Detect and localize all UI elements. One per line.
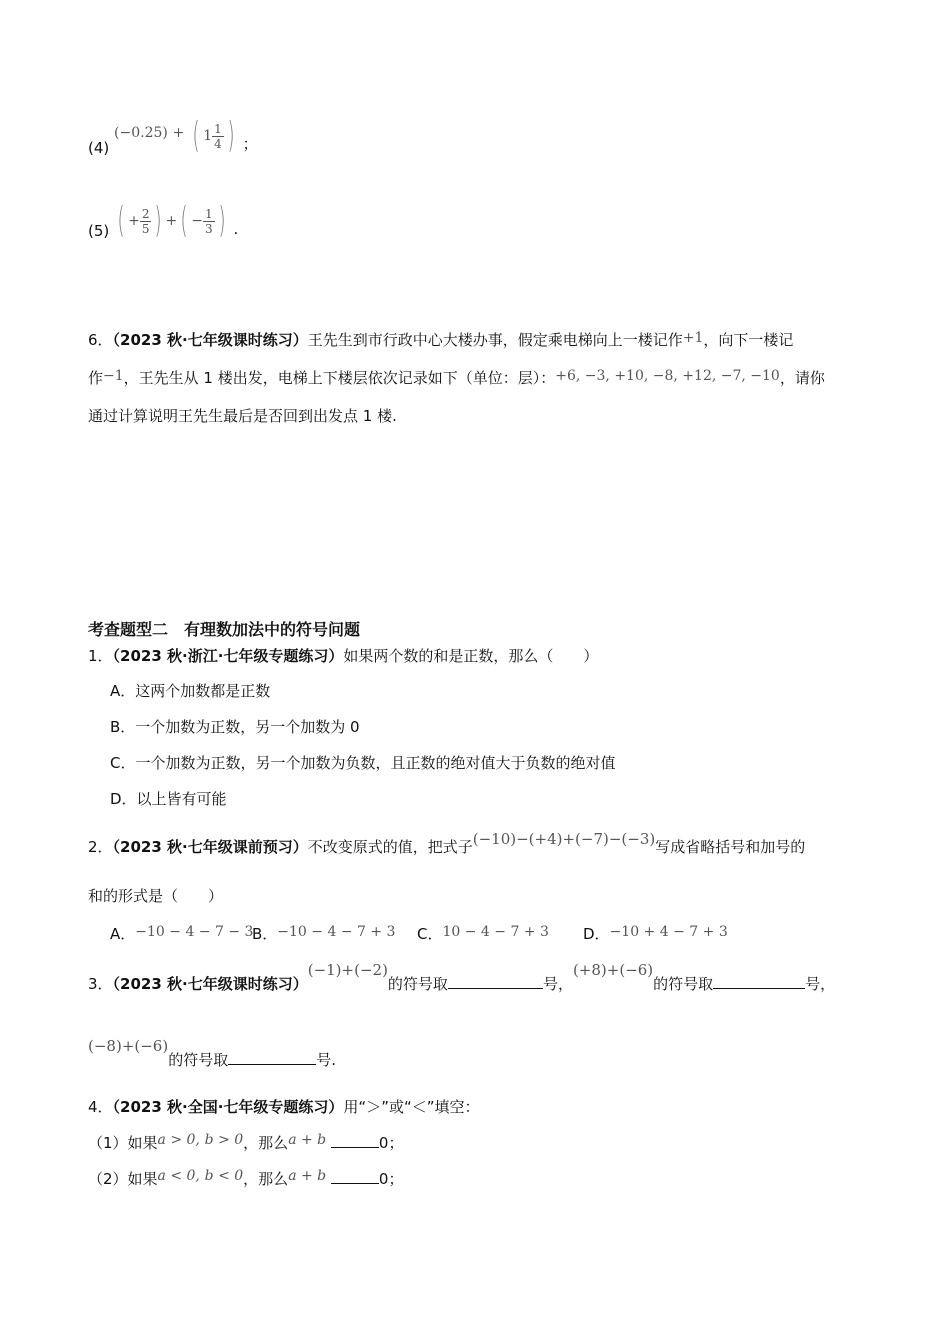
s4-part-2-blank[interactable]	[331, 1167, 379, 1184]
question-6-text-3: 作	[88, 369, 104, 387]
s4-part-1-label: （1）如果	[88, 1134, 158, 1152]
s2-option-d	[583, 920, 728, 941]
s2-option-b-expr: −10 − 4 − 7 + 3	[277, 924, 396, 940]
s3-expression-2: (+8)+(−6)	[572, 961, 654, 979]
s2-option-b-label: B．	[252, 925, 278, 943]
s4-part-1-end: 0；	[378, 1134, 404, 1152]
s3-text-1: 的符号取	[387, 975, 448, 993]
s4-stem	[88, 1096, 480, 1117]
s4-part-1-cond-2: b > 0	[204, 1132, 244, 1148]
s2-option-c-label: C．	[417, 925, 443, 943]
question-6-line-2	[88, 367, 825, 388]
item-5-numerator-2: 1	[205, 206, 213, 221]
s4-part-2-label: （2）如果	[88, 1170, 158, 1188]
s3-text-6: 号.	[316, 1051, 336, 1069]
s2-option-b	[252, 920, 395, 941]
s4-part-2-expr: a + b	[288, 1168, 327, 1184]
s2-source: （2023 秋·七年级课前预习）	[112, 838, 308, 856]
s2-expression: (−10)−(+4)+(−7)−(−3)	[472, 830, 656, 848]
s1-option-d: D．以上皆有可能	[110, 790, 227, 808]
s2-stem	[88, 828, 806, 856]
item-4-numerator: 1	[214, 121, 222, 136]
question-6-text-5: ，请你	[779, 369, 825, 387]
s1-option-c: C．一个加数为正数，另一个加数为负数，且正数的绝对值大于负数的绝对值	[110, 754, 616, 772]
s3-number: 3．	[88, 975, 113, 993]
item-5-label: (5)	[88, 221, 110, 240]
item-4	[88, 115, 258, 162]
question-6-math-3: +6, −3, +10, −8, +12, −7, −10	[555, 368, 780, 384]
question-6-text-2: ，向下一楼记	[703, 331, 794, 349]
question-6-math-1: +1	[682, 330, 704, 346]
s3-text-2: 号，	[542, 975, 573, 993]
question-6-text-1: 王先生到市行政中心大楼办事，假定乘电梯向上一楼记作	[307, 331, 683, 349]
s4-part-2	[88, 1163, 404, 1188]
right-paren-icon: )	[227, 115, 235, 156]
s1-number: 1．	[88, 647, 113, 665]
left-paren-icon: (	[117, 200, 125, 241]
item-5-end: .	[233, 219, 239, 238]
s3-text-4: 号，	[805, 975, 836, 993]
s4-source: （2023 秋·全国·七年级专题练习）	[112, 1098, 344, 1116]
s3-expression-3: (−8)+(−6)	[88, 1037, 169, 1055]
s4-number: 4．	[88, 1098, 113, 1116]
item-5	[88, 200, 239, 247]
s2-option-a-expr: −10 − 4 − 7 − 3	[135, 924, 254, 940]
right-paren-icon: )	[218, 200, 226, 241]
s4-part-2-end: 0；	[378, 1170, 404, 1188]
item-4-end: ；	[242, 134, 258, 153]
s2-option-c	[417, 920, 549, 941]
s4-part-1-expr: a + b	[288, 1132, 327, 1148]
s3-line-2	[88, 1034, 336, 1069]
s4-text: 用“＞”或“＜”填空：	[343, 1098, 480, 1116]
s1-source: （2023 秋·浙江·七年级专题练习）	[112, 647, 344, 665]
item-5-denominator-2: 3	[205, 221, 213, 236]
s2-option-a	[110, 920, 253, 941]
question-6-source: （2023 秋·七年级课时练习）	[112, 331, 308, 349]
s3-source: （2023 秋·七年级课时练习）	[112, 975, 308, 993]
left-paren-icon: (	[192, 115, 200, 156]
item-5-numerator-1: 2	[141, 206, 150, 221]
section-title: 考查题型二 有理数加法中的符号问题	[88, 620, 361, 639]
s2-option-d-expr: −10 + 4 − 7 + 3	[609, 924, 728, 940]
s2-text-2: 写成省略括号和加号的	[655, 838, 806, 856]
s4-part-1	[88, 1127, 404, 1152]
right-paren-icon: )	[154, 200, 162, 241]
item-4-plus: +	[172, 124, 185, 141]
item-4-label: (4)	[88, 138, 110, 157]
s3-blank-3[interactable]	[228, 1048, 316, 1065]
item-4-denominator: 4	[214, 136, 222, 151]
s4-part-2-cond-1: a < 0,	[157, 1168, 200, 1184]
item-5-fraction-1	[140, 208, 152, 235]
s4-part-1-then: ，那么	[243, 1134, 289, 1152]
question-6-line-3	[88, 405, 397, 426]
left-paren-icon: (	[180, 200, 188, 241]
item-5-plus: +	[165, 213, 178, 229]
s4-part-2-then: ，那么	[243, 1170, 289, 1188]
s3-expression-1: (−1)+(−2)	[307, 961, 388, 979]
s1-option-b: B．一个加数为正数，另一个加数为 0	[110, 718, 360, 736]
s3-text-5: 的符号取	[168, 1051, 229, 1069]
question-6-text-6: 通过计算说明王先生最后是否回到出发点 1 楼.	[88, 407, 397, 425]
item-5-sign2: −	[191, 213, 204, 229]
s2-option-a-label: A．	[110, 925, 136, 943]
s4-part-1-blank[interactable]	[331, 1131, 379, 1148]
s3-blank-1[interactable]	[448, 972, 543, 989]
s4-part-1-cond-1: a > 0,	[157, 1132, 200, 1148]
s3-blank-2[interactable]	[713, 972, 805, 989]
item-5-fraction-2	[203, 208, 215, 235]
item-5-denominator-1: 5	[141, 221, 150, 236]
s3-line-1	[88, 958, 836, 993]
s3-text-3: 的符号取	[653, 975, 714, 993]
question-6-line-1	[88, 329, 793, 350]
item-4-fraction	[212, 123, 224, 150]
s1-option-a: A．这两个加数都是正数	[110, 682, 271, 700]
s4-part-2-cond-2: b < 0	[204, 1168, 244, 1184]
s2-number: 2．	[88, 838, 113, 856]
question-6-math-2: −1	[103, 368, 124, 384]
s1-stem	[88, 645, 598, 666]
item-4-whole: 1	[203, 128, 213, 144]
question-6-number: 6．	[88, 331, 113, 349]
item-4-expr-a: (−0.25)	[114, 124, 168, 141]
s2-stem-line-2: 和的形式是（ ）	[88, 887, 224, 905]
s2-text-1: 不改变原式的值，把式子	[307, 838, 473, 856]
item-5-sign1: +	[128, 213, 140, 229]
question-6-text-4: ，王先生从 1 楼出发，电梯上下楼层依次记录如下（单位：层）：	[123, 369, 556, 387]
s2-option-c-expr: 10 − 4 − 7 + 3	[442, 924, 549, 940]
s1-text: 如果两个数的和是正数，那么（ ）	[343, 647, 599, 665]
s2-option-d-label: D．	[583, 925, 610, 943]
